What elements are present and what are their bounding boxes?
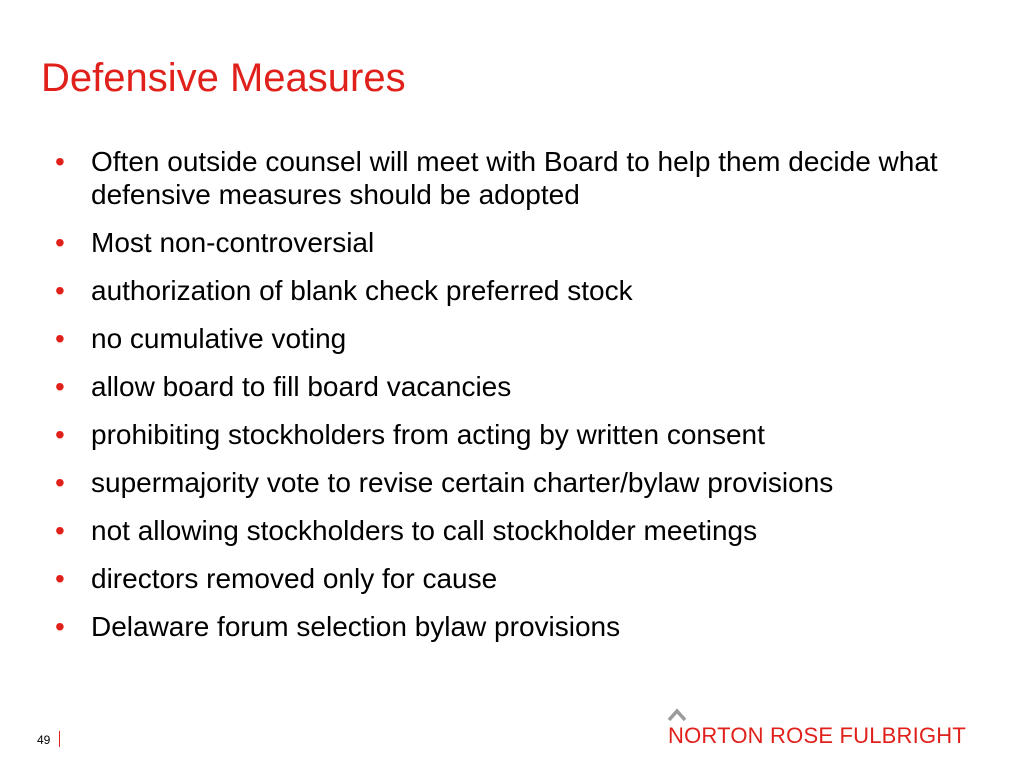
bullet-icon: • (55, 563, 65, 594)
bullet-text: Delaware forum selection bylaw provisions (91, 611, 621, 642)
bullet-text: no cumulative voting (91, 323, 347, 354)
bullet-item (0, 226, 1024, 259)
bullet-item (0, 466, 1024, 499)
bullet-text: not allowing stockholders to call stockholder meetings (91, 515, 758, 546)
bullet-icon: • (55, 227, 65, 258)
bullet-text: directors removed only for cause (91, 563, 498, 594)
bullet-item (0, 562, 1024, 595)
bullet-icon: • (55, 419, 65, 450)
bullet-item (0, 418, 1024, 451)
logo-text: NORTON ROSE FULBRIGHT (668, 723, 966, 748)
company-logo (666, 706, 986, 750)
bullet-text: Most non-controversial (91, 227, 375, 258)
bullet-icon: • (55, 515, 65, 546)
bullet-icon: • (55, 611, 65, 642)
bullet-item (0, 370, 1024, 403)
bullet-item (0, 145, 1024, 211)
bullet-icon: • (55, 146, 65, 177)
slide-title: Defensive Measures (41, 56, 406, 100)
bullet-item (0, 322, 1024, 355)
bullet-icon: • (55, 323, 65, 354)
bullet-item (0, 514, 1024, 547)
bullet-item (0, 610, 1024, 643)
bullet-text: allow board to fill board vacancies (91, 371, 512, 402)
chevron-up-icon (666, 706, 688, 724)
bullet-icon: • (55, 467, 65, 498)
bullet-icon: • (55, 371, 65, 402)
bullet-icon: • (55, 275, 65, 306)
bullet-text: prohibiting stockholders from acting by written consent (91, 419, 765, 450)
footer-divider (59, 731, 60, 747)
bullet-text: Often outside counsel will meet with Board to help them decide what defensive measures should be adopted (91, 146, 938, 210)
bullet-text: authorization of blank check preferred stock (91, 275, 633, 306)
bullet-list (0, 145, 1024, 658)
bullet-text: supermajority vote to revise certain charter/bylaw provisions (91, 467, 834, 498)
bullet-item (0, 274, 1024, 307)
page-number: 49 (37, 733, 51, 747)
